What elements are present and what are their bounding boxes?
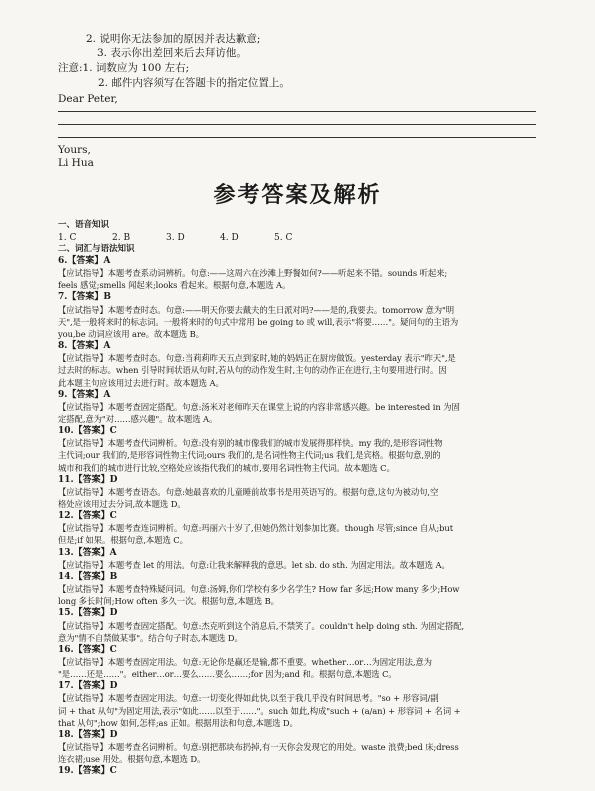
answer-item: 4. D — [220, 233, 239, 243]
answer-label: 8.【答案】A — [58, 341, 111, 351]
explanation-line: 【应试指导】本题考查名词辨析。句意:别把那块布扔掉,有一天你会发现它的用处。waste 浪费;bed 床;dress — [58, 742, 459, 752]
answer-label: 19.【答案】C — [58, 766, 117, 777]
explanation-line: 【应试指导】本题考查固定用法。句意:无论你是赢还是输,都不重要。whether…or…为固定用法,意为 — [58, 656, 432, 667]
letter-signature: Li Hua — [58, 157, 94, 169]
explanation-line: 【应试指导】本题考查固定搭配。句意:汤米对老师昨天在课堂上说的内容非常感兴趣。be interested in 为固 — [58, 401, 460, 412]
note-1: 注意:1. 词数应为 100 左右; — [58, 62, 190, 74]
answer-label: 7.【答案】B — [58, 292, 112, 303]
answer-label: 11.【答案】D — [58, 474, 118, 485]
explanation-line: 城市和我们的城市进行比较,空格处应该指代我们的城市,要用名词性物主代词。故本题选 C。 — [58, 462, 395, 473]
explanation-line: 此本题主句应该用过去进行时。故本题选 A。 — [58, 377, 224, 388]
explanation-line: 【应试指导】本题考查时态。句意:当莉莉昨天五点到家时,她的妈妈正在厨房做饭。yesterday 表示"昨天",是 — [58, 353, 456, 364]
explanation-line: 【应试指导】本题考查代词辨析。句意:没有别的城市像我们的城市发展得那样快。my 我的,是形容词性物 — [58, 438, 443, 449]
writing-line — [58, 111, 536, 112]
explanation-line: 【应试指导】本题考查特殊疑问词。句意:汤姆,你们学校有多少名学生? How far 多远;How many 多少;How — [58, 584, 460, 594]
explanation-line: 【应试指导】本题考查系动词辨析。句意:——这周六在沙滩上野餐如何?——听起来不错。sounds 听起来; — [58, 268, 448, 279]
answer-label: 10.【答案】C — [58, 426, 117, 437]
explanation-line: feels 感觉;smells 闻起来;looks 看起来。根据句意,本题选 A。 — [58, 280, 291, 291]
explanation-line: 主代词;our 我们的,是形容词性物主代词;ours 我们的,是名词性物主代词;us 我们,是宾格。根据句意,别的 — [58, 450, 441, 461]
explanation-line: 【应试指导】本题考查语态。句意:她最喜欢的儿童睡前故事书是用英语写的。根据句意,这句为被动句,空 — [58, 486, 439, 497]
answer-item: 5. C — [274, 233, 293, 243]
explanation-line: 格处应该用过去分词,故本题选 D。 — [58, 499, 186, 509]
answer-label: 16.【答案】C — [58, 644, 117, 655]
writing-line — [58, 124, 536, 125]
answer-label: 14.【答案】B — [58, 571, 118, 582]
answer-item: 1. C — [58, 233, 77, 243]
explanation-line: "是……还是……"。either…or…要么……要么……;for 因为;and 和。根据句意,本题选 C。 — [58, 669, 397, 680]
explanation-line: 【应试指导】本题考查固定搭配。句意:杰克听到这个消息后,不禁笑了。couldn't help doing sth. 为固定搭配, — [58, 620, 465, 631]
explanation-line: 过去时的标志。when 引导时间状语从句时,若从句的动作发生时,主句的动作正在进行,主句要用进行时。因 — [58, 365, 447, 376]
answer-label: 9.【答案】A — [58, 389, 111, 400]
letter-closing: Yours, — [58, 144, 91, 156]
explanation-line: 连衣裙;use 用处。根据句意,本题选 D。 — [58, 754, 206, 765]
page-title: 参考答案及解析 — [213, 183, 382, 208]
explanation-line: 【应试指导】本题考查 let 的用法。句意:让我来解释我的意思。let sb. do sth. 为固定用法。故本题选 A。 — [58, 559, 450, 570]
explanation-line: 但是;if 如果。根据句意,本题选 C。 — [58, 535, 188, 546]
explanation-line: that 从句";how 如何,怎样;as 正如。根据用法和句意,本题选 D。 — [58, 717, 298, 728]
explanation-line: 天",是一般将来时的标志词。一般将来时的句式中常用 be going to 或 will,表示"将要……"。疑问句的主语为 — [58, 316, 459, 327]
writing-line — [58, 137, 536, 138]
answer-label: 18.【答案】D — [58, 729, 118, 740]
explanation-line: 定搭配,意为"对……感兴趣"。故本题选 A。 — [58, 413, 218, 424]
explanation-line: 【应试指导】本题考查固定用法。句意:一切变化得如此快,以至于我几乎没有时间思考。"so + 形容词/副 — [58, 693, 439, 704]
explanation-line: 词 + that 从句"为固定用法,表示"如此……以至于……"。such 如此,构成"such + (a/an) + 形容词 + 名词 + — [58, 705, 461, 716]
explanation-line: you,be 动词应该用 are。故本题选 B。 — [58, 328, 204, 339]
explanation-line: long 多长时间;How often 多久一次。根据句意,本题选 B。 — [58, 596, 279, 607]
explanation-line: 【应试指导】本题考查连词辨析。句意:玛丽六十岁了,但她仍然计划参加比赛。though 尽管;since 自从;but — [58, 523, 453, 534]
section-heading: 二、词汇与语法知识 — [58, 244, 135, 254]
answer-label: 12.【答案】C — [58, 511, 117, 522]
instruction-item-2: 2. 说明你无法参加的原因并表达歉意; — [86, 33, 261, 45]
note-2: 2. 邮件内容须写在答题卡的指定位置上。 — [98, 77, 290, 89]
answer-label: 15.【答案】D — [58, 608, 118, 619]
explanation-line: 【应试指导】本题考查时态。句意:——明天你要去戴夫的生日派对吗?——是的,我要去。tomorrow 意为"明 — [58, 304, 455, 315]
answer-label: 17.【答案】D — [58, 681, 118, 692]
letter-greeting: Dear Peter, — [58, 93, 118, 105]
answer-item: 3. D — [166, 233, 185, 243]
explanation-line: 意为"情不自禁做某事"。结合句子时态,本题选 D。 — [58, 632, 243, 643]
answer-label: 13.【答案】A — [58, 547, 117, 558]
instruction-item-3: 3. 表示你出差回来后去拜访他。 — [97, 47, 247, 59]
section-heading: 一、语音知识 — [58, 220, 110, 230]
answer-item: 2. B — [112, 233, 131, 243]
answer-label: 6.【答案】A — [58, 256, 111, 266]
